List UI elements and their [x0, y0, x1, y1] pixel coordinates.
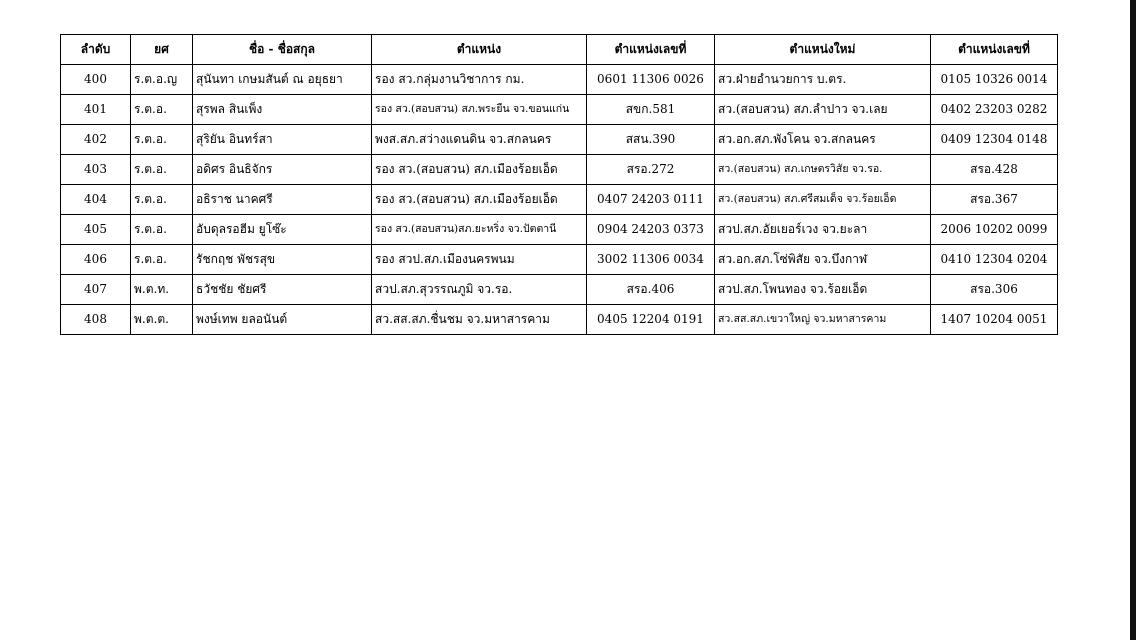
cell-position: รอง สว.(สอบสวน) สภ.เมืองร้อยเอ็ด — [372, 185, 587, 215]
cell-position-no: 0405 12204 0191 — [587, 305, 715, 335]
cell-new-position: สว.อก.สภ.พังโคน จว.สกลนคร — [715, 125, 931, 155]
cell-new-position: สว.(สอบสวน) สภ.ลำปาว จว.เลย — [715, 95, 931, 125]
cell-position: รอง สว.กลุ่มงานวิชาการ กม. — [372, 65, 587, 95]
cell-new-position: สว.(สอบสวน) สภ.ศรีสมเด็จ จว.ร้อยเอ็ด — [715, 185, 931, 215]
cell-no: 403 — [61, 155, 131, 185]
cell-no: 405 — [61, 215, 131, 245]
cell-rank: ร.ต.อ. — [131, 95, 193, 125]
cell-position-no: 3002 11306 0034 — [587, 245, 715, 275]
table-row — [61, 155, 1058, 185]
cell-no: 400 — [61, 65, 131, 95]
table-row — [61, 305, 1058, 335]
cell-no: 402 — [61, 125, 131, 155]
header-position: ตำแหน่ง — [372, 35, 587, 65]
cell-rank: ร.ต.อ. — [131, 215, 193, 245]
cell-position: รอง สว.(สอบสวน) สภ.เมืองร้อยเอ็ด — [372, 155, 587, 185]
cell-no: 401 — [61, 95, 131, 125]
cell-position: พงส.สภ.สว่างแดนดิน จว.สกลนคร — [372, 125, 587, 155]
cell-no: 407 — [61, 275, 131, 305]
cell-position-no: 0904 24203 0373 — [587, 215, 715, 245]
cell-name: สุริยัน อินทร์สา — [193, 125, 372, 155]
cell-name: ธวัชชัย ชัยศรี — [193, 275, 372, 305]
cell-rank: พ.ต.ท. — [131, 275, 193, 305]
cell-name: อธิราช นาคศรี — [193, 185, 372, 215]
cell-rank: ร.ต.อ.ญ — [131, 65, 193, 95]
cell-position-no: สรอ.272 — [587, 155, 715, 185]
header-new-position-no: ตำแหน่งเลขที่ — [931, 35, 1058, 65]
cell-new-position-no: 0410 12304 0204 — [931, 245, 1058, 275]
table-row — [61, 245, 1058, 275]
cell-position: รอง สวป.สภ.เมืองนครพนม — [372, 245, 587, 275]
cell-rank: พ.ต.ต. — [131, 305, 193, 335]
cell-name: พงษ์เทพ ยลอนันต์ — [193, 305, 372, 335]
cell-position-no: 0601 11306 0026 — [587, 65, 715, 95]
cell-new-position: สว.ฝ่ายอำนวยการ บ.ตร. — [715, 65, 931, 95]
cell-position: สวป.สภ.สุวรรณภูมิ จว.รอ. — [372, 275, 587, 305]
header-row — [61, 35, 1058, 65]
table-row — [61, 95, 1058, 125]
cell-position-no: 0407 24203 0111 — [587, 185, 715, 215]
cell-new-position: สว.สส.สภ.เขวาใหญ่ จว.มหาสารคาม — [715, 305, 931, 335]
table-row — [61, 185, 1058, 215]
cell-rank: ร.ต.อ. — [131, 155, 193, 185]
cell-name: อดิศร อินธิจักร — [193, 155, 372, 185]
cell-new-position-no: 0402 23203 0282 — [931, 95, 1058, 125]
cell-position-no: สสน.390 — [587, 125, 715, 155]
cell-new-position: สว.(สอบสวน) สภ.เกษตรวิสัย จว.รอ. — [715, 155, 931, 185]
cell-rank: ร.ต.อ. — [131, 245, 193, 275]
cell-name: รัชกฤช พัชรสุข — [193, 245, 372, 275]
cell-new-position-no: สรอ.428 — [931, 155, 1058, 185]
table-row — [61, 65, 1058, 95]
cell-new-position: สวป.สภ.อัยเยอร์เวง จว.ยะลา — [715, 215, 931, 245]
scrollbar[interactable] — [1130, 0, 1136, 640]
cell-no: 406 — [61, 245, 131, 275]
cell-position-no: สขก.581 — [587, 95, 715, 125]
cell-name: สุนันทา เกษมสันต์ ณ อยุธยา — [193, 65, 372, 95]
cell-new-position-no: 0105 10326 0014 — [931, 65, 1058, 95]
cell-new-position-no: สรอ.306 — [931, 275, 1058, 305]
cell-new-position-no: สรอ.367 — [931, 185, 1058, 215]
cell-rank: ร.ต.อ. — [131, 125, 193, 155]
cell-new-position-no: 2006 10202 0099 — [931, 215, 1058, 245]
cell-new-position-no: 0409 12304 0148 — [931, 125, 1058, 155]
cell-new-position: สว.อก.สภ.โซ่พิสัย จว.บึงกาฬ — [715, 245, 931, 275]
table-row — [61, 215, 1058, 245]
header-rank: ยศ — [131, 35, 193, 65]
table-row — [61, 125, 1058, 155]
cell-no: 408 — [61, 305, 131, 335]
cell-position: รอง สว.(สอบสวน)สภ.ยะหริ่ง จว.ปัตตานี — [372, 215, 587, 245]
cell-position-no: สรอ.406 — [587, 275, 715, 305]
header-name: ชื่อ - ชื่อสกุล — [193, 35, 372, 65]
cell-rank: ร.ต.อ. — [131, 185, 193, 215]
cell-name: สุรพล สินเพ็ง — [193, 95, 372, 125]
cell-position: รอง สว.(สอบสวน) สภ.พระยืน จว.ขอนแก่น — [372, 95, 587, 125]
cell-new-position-no: 1407 10204 0051 — [931, 305, 1058, 335]
table-row — [61, 275, 1058, 305]
personnel-table — [60, 34, 1058, 335]
header-position-no: ตำแหน่งเลขที่ — [587, 35, 715, 65]
cell-position: สว.สส.สภ.ชื่นชม จว.มหาสารคาม — [372, 305, 587, 335]
header-no: ลำดับ — [61, 35, 131, 65]
cell-no: 404 — [61, 185, 131, 215]
cell-new-position: สวป.สภ.โพนทอง จว.ร้อยเอ็ด — [715, 275, 931, 305]
cell-name: อับดุลรอฮีม ยูโซ๊ะ — [193, 215, 372, 245]
header-new-position: ตำแหน่งใหม่ — [715, 35, 931, 65]
